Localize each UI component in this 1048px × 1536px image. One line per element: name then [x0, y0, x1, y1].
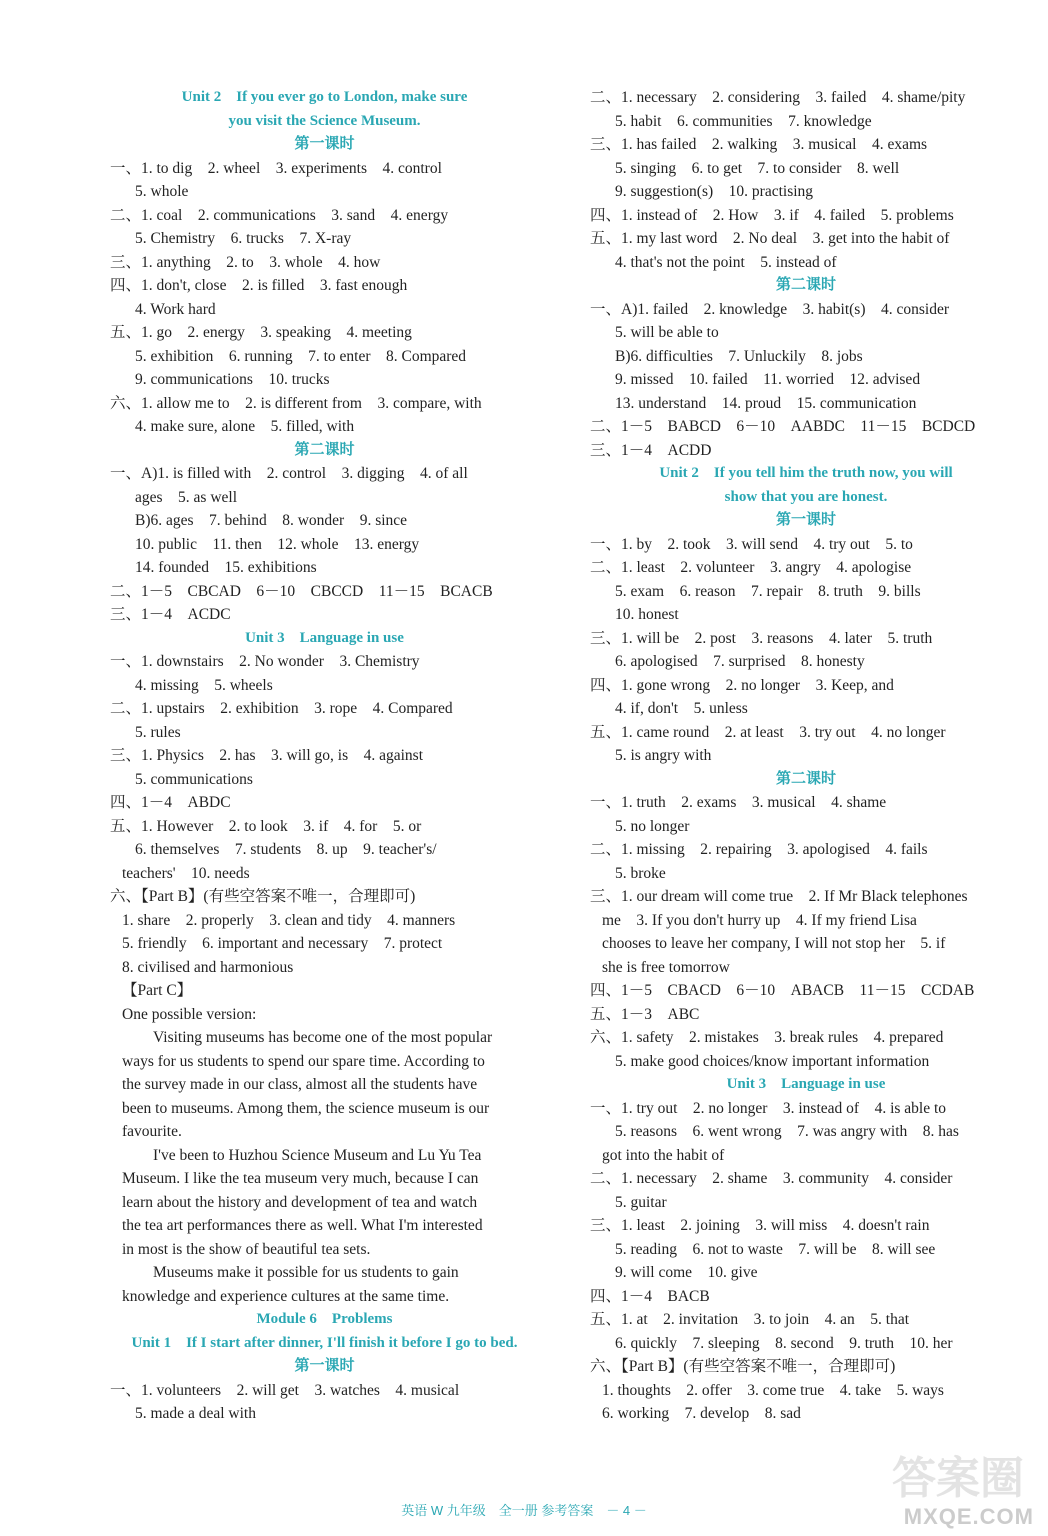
answer-line: 4. make sure, alone 5. filled, with	[135, 418, 355, 435]
answer-line: 5. guitar	[615, 1193, 667, 1211]
answer-line: 四、1. instead of 2. How 3. if 4. failed 5. problems	[590, 206, 954, 224]
answer-line: 9. missed 10. failed 11. worried 12. advised	[615, 371, 921, 388]
answer-line: ways for us students to spend our spare time. According to	[122, 1052, 485, 1070]
answer-line: 三、1. our dream will come true 2. If Mr Black telephones	[590, 888, 968, 905]
answer-line: 二、1. coal 2. communications 3. sand 4. energy	[110, 206, 449, 224]
watermark-url: MXQE.COM	[903, 1504, 1034, 1529]
answer-line: 一、1. volunteers 2. will get 3. watches 4. musical	[110, 1381, 460, 1399]
answer-line: 一、1. to dig 2. wheel 3. experiments 4. control	[110, 159, 442, 177]
answer-line: teachers' 10. needs	[122, 864, 250, 882]
answer-line: 四、1－5 CBACD 6－10 ABACB 11－15 CCDAB	[590, 982, 975, 999]
answer-line: 5. made a deal with	[135, 1405, 256, 1422]
answer-line: 五、1. came round 2. at least 3. try out 4. no longer	[590, 723, 946, 741]
answer-line: 五、1－3 ABC	[590, 1005, 700, 1023]
answer-line: got into the habit of	[602, 1146, 725, 1164]
right-column	[582, 86, 1030, 1426]
answer-line: 三、1. has failed 2. walking 3. musical 4. exams	[590, 136, 928, 153]
answer-line: 5. broke	[615, 864, 666, 882]
answer-line: 二、1－5 CBCAD 6－10 CBCCD 11－15 BCACB	[110, 582, 493, 600]
answer-line: been to museums. Among them, the science museum is our	[122, 1099, 490, 1117]
answer-line: 一、1. downstairs 2. No wonder 3. Chemistry	[110, 653, 420, 670]
answer-line: ages 5. as well	[135, 488, 238, 506]
answer-line: Museums make it possible for us students to gain	[122, 1264, 459, 1281]
answer-line: 三、1－4 ACDD	[590, 441, 712, 459]
answer-line: 三、1－4 ACDC	[110, 606, 231, 623]
section-heading: show that you are honest.	[724, 488, 888, 505]
answer-line: 5. habit 6. communities 7. knowledge	[615, 112, 872, 130]
answer-line: 10. public 11. then 12. whole 13. energy	[135, 535, 420, 553]
answer-line: me 3. If you don't hurry up 4. If my friend Lisa	[602, 911, 917, 929]
answer-line: 5. rules	[135, 723, 181, 741]
answer-line: 4. that's not the point 5. instead of	[615, 253, 837, 271]
answer-line: 一、1. by 2. took 3. will send 4. try out 5. to	[590, 535, 913, 553]
answer-line: 5. whole	[135, 183, 189, 200]
answer-line: 六、1. safety 2. mistakes 3. break rules 4. prepared	[590, 1029, 944, 1046]
answer-line: 4. missing 5. wheels	[135, 676, 273, 694]
section-heading: 第一课时	[294, 1358, 355, 1374]
answer-line: favourite.	[122, 1123, 182, 1140]
answer-line: 五、1. go 2. energy 3. speaking 4. meeting	[110, 324, 412, 341]
left-column	[102, 86, 547, 1426]
section-heading: Unit 2 If you ever go to London, make sure	[181, 89, 468, 105]
answer-line: she is free tomorrow	[602, 958, 730, 976]
answer-line: 一、A)1. failed 2. knowledge 3. habit(s) 4. consider	[590, 300, 950, 318]
answer-line: 6. apologised 7. surprised 8. honesty	[615, 653, 865, 670]
answer-line: 5. reasons 6. went wrong 7. was angry with 8. has	[615, 1123, 959, 1140]
answer-line: 5. is angry with	[615, 747, 712, 764]
answer-line: 1. thoughts 2. offer 3. come true 4. take 5. ways	[602, 1381, 944, 1399]
section-heading: 第二课时	[294, 441, 355, 458]
answer-line: 二、1－5 BABCD 6－10 AABDC 11－15 BCDCD	[590, 418, 976, 435]
answer-line: the tea art performances there as well. What I'm interested	[122, 1217, 483, 1234]
answer-line: 四、1. gone wrong 2. no longer 3. Keep, and	[590, 676, 894, 694]
section-heading: 第二课时	[775, 277, 836, 293]
answer-line: 6. working 7. develop 8. sad	[602, 1405, 801, 1422]
answer-line: 四、1－4 BACB	[590, 1287, 710, 1305]
answer-line: 5. exhibition 6. running 7. to enter 8. Compared	[135, 347, 467, 365]
answer-line: 9. suggestion(s) 10. practising	[615, 183, 814, 200]
section-heading: 第一课时	[294, 136, 355, 152]
answer-line: 六、【Part B】(有些空答案不唯一，合理即可)	[110, 888, 416, 905]
answer-line: 10. honest	[615, 606, 679, 623]
answer-line: chooses to leave her company, I will not stop her 5. if	[602, 935, 946, 952]
answer-line: learn about the history and development of tea and watch	[122, 1193, 478, 1211]
answer-line: 5. exam 6. reason 7. repair 8. truth 9. bills	[615, 582, 921, 600]
answer-line: 6. themselves 7. students 8. up 9. teacher's/	[135, 841, 437, 858]
answer-line: 二、1. missing 2. repairing 3. apologised 4. fails	[590, 841, 928, 858]
answer-line: 五、1. at 2. invitation 3. to join 4. an 5. that	[590, 1311, 910, 1328]
answer-line: I've been to Huzhou Science Museum and Lu Yu Tea	[122, 1146, 482, 1164]
answer-line: B)6. difficulties 7. Unluckily 8. jobs	[615, 347, 863, 365]
section-heading: you visit the Science Museum.	[228, 112, 421, 129]
answer-line: 5. will be able to	[615, 324, 719, 341]
answer-line: in most is the show of beautiful tea sets.	[122, 1240, 371, 1258]
answer-line: 14. founded 15. exhibitions	[135, 559, 317, 576]
answer-line: 四、1. don't, close 2. is filled 3. fast enough	[110, 277, 408, 294]
watermark-big: 答案圈	[892, 1453, 1024, 1504]
answer-line: Visiting museums has become one of the most popular	[122, 1029, 493, 1046]
answer-line: 5. make good choices/know important information	[615, 1052, 930, 1070]
answer-line: 13. understand 14. proud 15. communication	[615, 394, 917, 412]
section-heading: Unit 1 If I start after dinner, I'll finish it before I go to bed.	[131, 1334, 518, 1351]
section-heading: Unit 2 If you tell him the truth now, you will	[659, 465, 953, 481]
answer-line: 六、1. allow me to 2. is different from 3. compare, with	[110, 394, 482, 412]
answer-line: 六、【Part B】(有些空答案不唯一，合理即可)	[590, 1358, 896, 1375]
answer-line: Museum. I like the tea museum very much, because I can	[122, 1170, 479, 1187]
section-heading: Unit 3 Language in use	[726, 1076, 886, 1092]
answer-line: the survey made in our class, almost all the students have	[122, 1076, 478, 1093]
section-heading: 第二课时	[775, 770, 836, 787]
answer-line: 5. communications	[135, 770, 253, 788]
answer-line: 【Part C】	[122, 982, 193, 999]
answer-line: 9. will come 10. give	[615, 1264, 758, 1281]
answer-line: 9. communications 10. trucks	[135, 371, 330, 388]
answer-line: 三、1. will be 2. post 3. reasons 4. later 5. truth	[590, 629, 933, 647]
answer-line: 一、1. try out 2. no longer 3. instead of 4. is able to	[590, 1099, 947, 1117]
section-heading: 第一课时	[775, 512, 836, 528]
answer-line: 二、1. upstairs 2. exhibition 3. rope 4. Compared	[110, 700, 453, 717]
answer-line: 5. singing 6. to get 7. to consider 8. well	[615, 159, 900, 177]
answer-line: 二、1. necessary 2. considering 3. failed 4. shame/pity	[590, 89, 966, 106]
answer-line: 三、1. least 2. joining 3. will miss 4. doesn't rain	[590, 1217, 930, 1234]
answer-line: 三、1. anything 2. to 3. whole 4. how	[110, 253, 381, 271]
answer-line: 五、1. my last word 2. No deal 3. get into the habit of	[590, 230, 950, 247]
answer-line: 五、1. However 2. to look 3. if 4. for 5. or	[110, 817, 422, 835]
answer-line: 四、1－4 ABDC	[110, 794, 231, 811]
answer-line: 二、1. least 2. volunteer 3. angry 4. apologise	[590, 559, 912, 576]
answer-line: 二、1. necessary 2. shame 3. community 4. consider	[590, 1170, 953, 1187]
answer-line: 4. Work hard	[135, 300, 216, 318]
watermark-logo	[834, 1450, 1034, 1530]
answer-line: B)6. ages 7. behind 8. wonder 9. since	[135, 512, 408, 529]
answer-line: knowledge and experience cultures at the same time.	[122, 1287, 450, 1305]
answer-line: 一、A)1. is filled with 2. control 3. digging 4. of all	[110, 465, 468, 482]
page-footer: 英语 W 九年级 全一册 参考答案 － 4 －	[401, 1503, 647, 1518]
answer-line: One possible version:	[122, 1005, 257, 1023]
section-heading: Module 6 Problems	[256, 1311, 393, 1327]
answer-line: 5. reading 6. not to waste 7. will be 8. will see	[615, 1240, 936, 1258]
answer-line: 6. quickly 7. sleeping 8. second 9. truth 10. her	[615, 1334, 953, 1352]
answer-line: 5. Chemistry 6. trucks 7. X-ray	[135, 230, 352, 247]
answer-line: 8. civilised and harmonious	[122, 958, 294, 976]
answer-line: 4. if, don't 5. unless	[615, 700, 748, 717]
answer-line: 一、1. truth 2. exams 3. musical 4. shame	[590, 794, 887, 811]
section-heading: Unit 3 Language in use	[245, 629, 404, 646]
answer-line: 1. share 2. properly 3. clean and tidy 4. manners	[122, 911, 456, 929]
answer-line: 三、1. Physics 2. has 3. will go, is 4. against	[110, 747, 424, 764]
answer-line: 5. no longer	[615, 817, 690, 835]
answer-line: 5. friendly 6. important and necessary 7. protect	[122, 935, 443, 952]
